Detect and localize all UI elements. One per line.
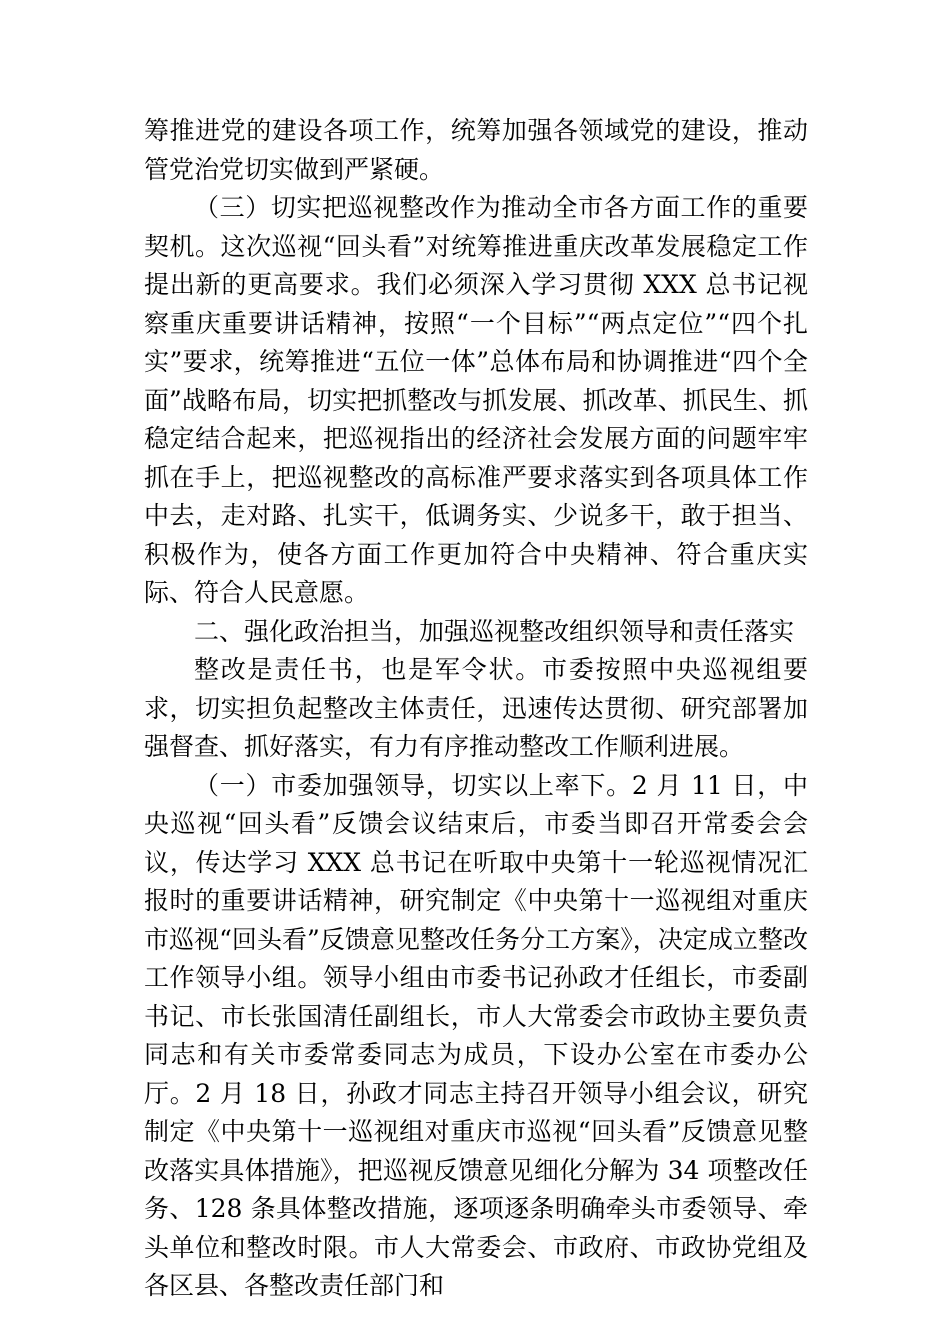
document-body (144, 112, 808, 1306)
paragraph-continuation: 筹推进党的建设各项工作，统筹加强各领域党的建设，推动管党治党切实做到严紧硬。 (144, 116, 808, 184)
paragraph-responsibility: 整改是责任书，也是军令状。市委按照中央巡视组要求，切实担负起整改主体责任，迅速传达贯彻、研究部署加强督查、抓好落实，有力有序推动整改工作顺利进展。 (144, 655, 808, 761)
paragraph-section-one: （一）市委加强领导，切实以上率下。2 月 11 日，中央巡视“回头看”反馈会议结束后，市委当即召开常委会会议，传达学习 XXX 总书记在听取中央第十一轮巡视情况汇报时的重要讲话精神，研究制定《中央第十一巡视组对重庆市巡视“回头看”反馈意见整改任务分工方案》，决定成立整改工作领导小组。领导小组由市委书记孙政才任组长，市委副书记、市长张国清任副组长，市人大常委会市政协主要负责同志和有关市委常委同志为成员，下设办公室在市委办公厅。2 月 18 日，孙政才同志主持召开领导小组会议，研究制定《中央第十一巡视组对重庆市巡视“回头看”反馈意见整改落实具体措施》，把巡视反馈意见细化分解为 34 项整改任务、128 条具体整改措施，逐项逐条明确牵头市委领导、牵头单位和整改时限。市人大常委会、市政府、市政协党组及各区县、各整改责任部门和 (144, 770, 808, 1300)
paragraph-section-three: （三）切实把巡视整改作为推动全市各方面工作的重要契机。这次巡视“回头看”对统筹推进重庆改革发展稳定工作提出新的更高要求。我们必须深入学习贯彻 XXX 总书记视察重庆重要讲话精神，按照“一个目标”“两点定位”“四个扎实”要求，统筹推进“五位一体”总体布局和协调推进“四个全面”战略布局，切实把抓整改与抓发展、抓改革、抓民生、抓稳定结合起来，把巡视指出的经济社会发展方面的问题牢牢抓在手上，把巡视整改的高标准严要求落实到各项具体工作中去，走对路、扎实干，低调务实、少说多干，敢于担当、积极作为，使各方面工作更加符合中央精神、符合重庆实际、符合人民意愿。 (144, 193, 808, 607)
section-heading-two: 二、强化政治担当，加强巡视整改组织领导和责任落实 (194, 616, 795, 646)
